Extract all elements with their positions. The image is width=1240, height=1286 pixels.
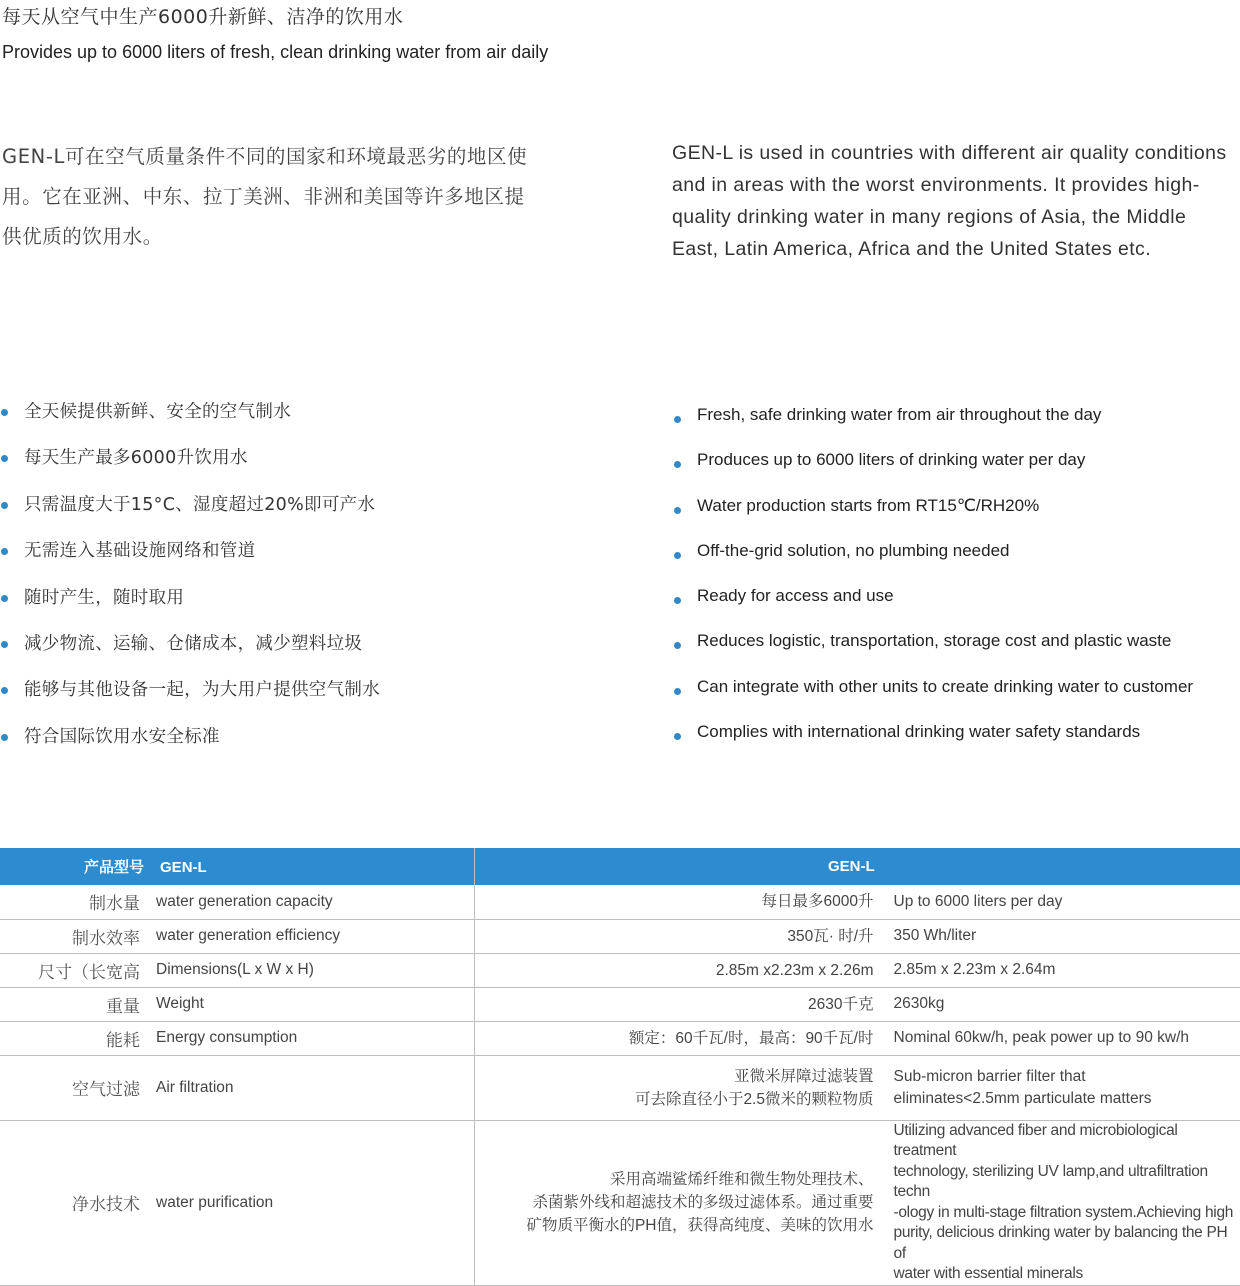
feature-item: Ready for access and use [673,586,1193,631]
bullet-dot-icon [1,409,8,416]
feature-item: Complies with international drinking water safety standards [673,722,1193,767]
spec-table [0,848,1240,1286]
feature-list-cn [0,398,380,769]
bullet-dot-icon [674,688,681,695]
row-value-cn: 额定：60千瓦/时，最高：90千瓦/时 [475,1021,884,1055]
row-value-cn: 亚微米屏障过滤装置 可去除直径小于2.5微米的颗粒物质 [475,1055,884,1120]
row-value-cn: 2.85m x2.23m x 2.26m [475,953,884,987]
intro-paragraph-cn: GEN-L可在空气质量条件不同的国家和环境最恶劣的地区使用。它在亚洲、中东、拉丁美洲、非洲和美国等许多地区提供优质的饮用水。 [2,137,542,257]
feature-item: Can integrate with other units to create drinking water to customer [673,677,1193,722]
bullet-dot-icon [674,552,681,559]
row-label-cell: 制水量 water generation capacity [0,885,475,919]
bullet-dot-icon [1,734,8,741]
header-value-cell: GEN-L [475,848,1240,885]
row-value-en: 2630kg [884,987,1240,1021]
header-model-cell: 产品型号 GEN-L [0,848,475,885]
bullet-dot-icon [1,687,8,694]
row-value-en: Utilizing advanced fiber and microbiological treatment technology, sterilizing UV lamp,and ultrafiltration techn -ology in multi-stage filtration system.Achieving high purity, delicious drinking water by balancing the PH of water with essential minerals [884,1120,1240,1285]
row-value-cn: 每日最多6000升 [475,885,884,919]
row-value-en: Sub-micron barrier filter that eliminates<2.5mm particulate matters [884,1055,1240,1120]
row-label-cell: 净水技术 water purification [0,1120,475,1285]
feature-item: 只需温度大于15°C、湿度超过20%即可产水 [0,491,380,537]
row-label-cell: 能耗 Energy consumption [0,1021,475,1055]
table-header-row [0,848,1240,885]
bullet-dot-icon [1,502,8,509]
row-label-cell: 制水效率 water generation efficiency [0,919,475,953]
feature-item: 能够与其他设备一起，为大用户提供空气制水 [0,676,380,722]
bullet-dot-icon [1,595,8,602]
row-value-cn: 采用高端鲨烯纤维和微生物处理技术、 杀菌紫外线和超滤技术的多级过滤体系。通过重要 矿物质平衡水的PH值，获得高纯度、美味的饮用水 [475,1120,884,1285]
table-row [0,1120,1240,1285]
bullet-dot-icon [674,507,681,514]
bullet-dot-icon [674,642,681,649]
feature-item: 每天生产最多6000升饮用水 [0,444,380,490]
bullet-dot-icon [674,461,681,468]
feature-item: 全天候提供新鲜、安全的空气制水 [0,398,380,444]
feature-item: 无需连入基础设施网络和管道 [0,537,380,583]
feature-item: Water production starts from RT15℃/RH20% [673,496,1193,541]
row-label-cell: 空气过滤 Air filtration [0,1055,475,1120]
feature-item: 符合国际饮用水安全标准 [0,723,380,769]
row-label-cell: 重量 Weight [0,987,475,1021]
feature-item: Fresh, safe drinking water from air throughout the day [673,405,1193,450]
bullet-dot-icon [1,548,8,555]
feature-item: 随时产生，随时取用 [0,584,380,630]
table-row [0,987,1240,1021]
row-value-en: Nominal 60kw/h, peak power up to 90 kw/h [884,1021,1240,1055]
feature-item: Reduces logistic, transportation, storage cost and plastic waste [673,631,1193,676]
row-value-en: 350 Wh/liter [884,919,1240,953]
bullet-dot-icon [1,455,8,462]
table-row [0,953,1240,987]
feature-item: 减少物流、运输、仓储成本，减少塑料垃圾 [0,630,380,676]
table-row [0,919,1240,953]
page-title-en: Provides up to 6000 liters of fresh, clean drinking water from air daily [2,42,548,63]
row-value-cn: 350瓦· 时/升 [475,919,884,953]
intro-paragraph-en: GEN-L is used in countries with different air quality conditions and in areas with the worst environments. It provides high-quality drinking water in many regions of Asia, the Middle East, Latin America, Africa and the United States etc. [672,137,1238,265]
row-label-cell: 尺寸（长宽高 Dimensions(L x W x H) [0,953,475,987]
bullet-dot-icon [674,733,681,740]
feature-item: Produces up to 6000 liters of drinking water per day [673,450,1193,495]
table-row [0,1021,1240,1055]
bullet-dot-icon [1,641,8,648]
row-value-cn: 2630千克 [475,987,884,1021]
feature-list-en [673,405,1193,767]
table-row [0,1055,1240,1120]
page-title-cn: 每天从空气中生产6000升新鲜、洁净的饮用水 [2,2,403,29]
bullet-dot-icon [674,597,681,604]
bullet-dot-icon [674,416,681,423]
table-row [0,885,1240,919]
row-value-en: 2.85m x 2.23m x 2.64m [884,953,1240,987]
row-value-en: Up to 6000 liters per day [884,885,1240,919]
feature-item: Off-the-grid solution, no plumbing needed [673,541,1193,586]
